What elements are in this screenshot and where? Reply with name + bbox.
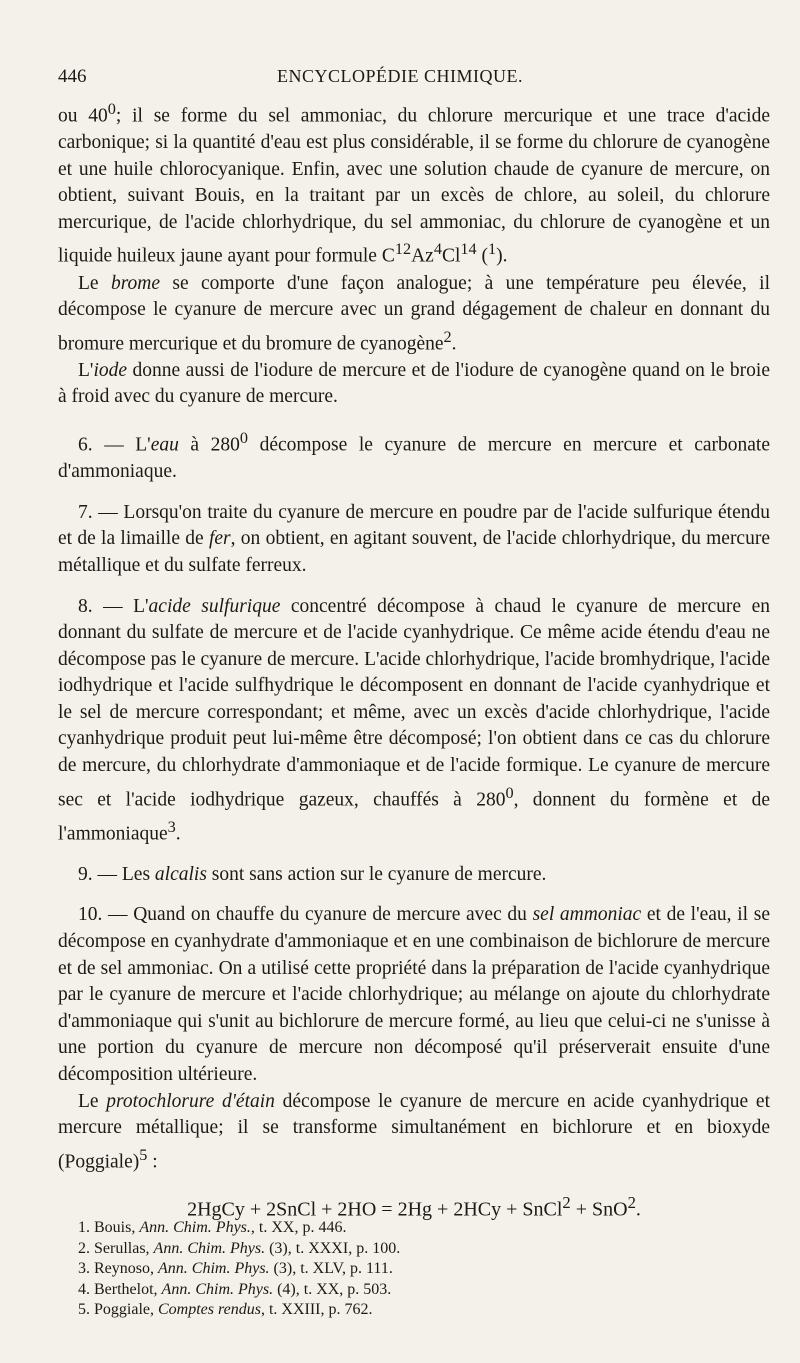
italic-text: sel ammoniac [532, 904, 642, 926]
text-run: et de l'eau, il se décompose en cyanhydrate d'ammoniaque et en une combinaison de bichlorure de mercure et de sel ammoniac. On a utilisé cette propriété dans la préparation de l'acide cyanhydrique par le cyanure de mercure et l'acide chlorhydrique; au mélange on ajoute du chlorhydrate d'ammoniaque qui s'unit au bichlorure de mercure formé, au lieu que celui-ci ne s'unisse à une portion du cyanure de mercure non décomposé qu'il préserverait ensuite d'une décomposition ultérieure. [58, 904, 770, 1085]
text-run: concentré décompose à chaud le cyanure de mercure en donnant du sulfate de mercure et de l'acide cyanhydrique. Ce même acide étendu d'eau ne décompose pas le cyanure de mercure. L'acide chlorhydrique, l'acide bromhydrique, l'acide iodhydrique et l'acide sulfhydrique le décomposent en donnant de l'acide cyanhydrique et le sel de mercure correspondant; et même, avec un excès d'acide chlorhydrique, l'acide cyanhydrique produit peut lui-même être décomposé; l'on obtient dans ce cas du chlorure de mercure, du chlorhydrate d'ammoniaque et de l'acide formique. Le cyanure de mercure sec et l'acide iodhydrique gazeux, chauffés à 280 [58, 595, 770, 811]
text-run: . [451, 333, 457, 355]
text-run: 3. Reynoso, [78, 1260, 158, 1277]
footnote [78, 1300, 778, 1321]
paragraph [58, 500, 770, 580]
superscript: 0 [239, 429, 249, 448]
footnote [78, 1280, 778, 1301]
text-run: ( [476, 245, 489, 267]
text-run: 10. — Quand on chauffe du cyanure de mercure avec du [78, 904, 533, 926]
italic-text: acide sulfurique [148, 595, 281, 617]
footnote [78, 1218, 778, 1239]
italic-text: alcalis [154, 863, 207, 885]
text-run: 7. — Lorsqu'on traite du cyanure de mercure en poudre par de l'acide sulfurique étendu et de la limaille de [58, 501, 770, 550]
page-header [0, 60, 800, 90]
text-run: 8. — L' [78, 595, 149, 617]
text-run: donne aussi de l'iodure de mercure et de l'iodure de cyanogène quand on le broie à froid avec du cyanure de mercure. [58, 359, 770, 408]
superscript: 0 [505, 783, 514, 802]
text-run: ou 40 [58, 105, 108, 127]
text-run: 2HgCy + 2SnCl + 2HO = 2Hg + 2HCy + SnCl [187, 1198, 563, 1221]
text-run: 1. Bouis, [78, 1219, 140, 1236]
superscript: 3 [167, 817, 176, 836]
text-run: décompose le cyanure de mercure en mercure et carbonate d'ammoniaque. [58, 434, 770, 483]
italic-text: Ann. Chim. Phys. [161, 1280, 274, 1298]
superscript: 0 [107, 100, 116, 118]
text-run: Le [78, 272, 111, 294]
superscript: 5 [139, 1145, 148, 1164]
text-run: L' [78, 359, 94, 381]
paragraph [58, 594, 770, 848]
superscript: 1 [488, 240, 497, 259]
footnotes [78, 1218, 778, 1321]
italic-text: eau [150, 434, 179, 456]
text-run: Az [411, 245, 434, 267]
text-run: 5. Poggiale, [78, 1301, 158, 1318]
text-run: , t. XX, p. 446. [250, 1219, 347, 1236]
text-run: (3), t. XLV, p. 111. [269, 1260, 393, 1277]
text-run: , t. XXIII, p. 762. [260, 1301, 373, 1318]
body-text [58, 96, 770, 1239]
superscript: 2 [562, 1192, 571, 1212]
text-run: 6. — L' [78, 434, 151, 456]
text-run: se comporte d'une façon analogue; à une température peu élevée, il décompose le cyanure de mercure avec un grand dégagement de chaleur en donnant du bromure mercurique et du bromure de cyanogène [58, 272, 770, 355]
paragraph [58, 96, 770, 271]
text-run: Le [78, 1090, 107, 1112]
text-run: sont sans action sur le cyanure de mercure. [206, 863, 547, 885]
superscript: 2 [443, 327, 452, 346]
superscript: 14 [460, 240, 477, 259]
paragraph [58, 1089, 770, 1176]
text-run: ; il se forme du sel ammoniac, du chlorure mercurique et une trace d'acide carbonique; si la quantité d'eau est plus considérable, il se forme du chlorure de cyanogène et une huile chlorocyanique. Enfin, avec une solution chaude de cyanure de mercure, on obtient, suivant Bouis, en la traitant par un excès de chlore, au soleil, du chlorure mercurique, de l'acide chlorhydrique, du sel ammoniac, du chlorure de cyanogène et un liquide huileux jaune ayant pour formule C [58, 105, 770, 267]
text-run: à 280 [178, 434, 240, 456]
text-run: (4), t. XX, p. 503. [273, 1280, 392, 1298]
superscript: 4 [433, 240, 442, 259]
text-run: + SnO [570, 1198, 628, 1221]
text-run: (3), t. XXXI, p. 100. [265, 1239, 401, 1257]
text-run: 2. Serullas, [78, 1239, 154, 1257]
superscript: 12 [394, 240, 412, 259]
text-run: 4. Berthelot, [78, 1280, 162, 1298]
italic-text: Ann. Chim. Phys. [158, 1260, 270, 1277]
italic-text: Ann. Chim. Phys. [139, 1219, 251, 1236]
text-run: . [175, 823, 181, 845]
italic-text: iode [93, 359, 128, 381]
running-title: ENCYCLOPÉDIE CHIMIQUE. [277, 66, 523, 86]
italic-text: protochlorure d'étain [106, 1090, 275, 1112]
paragraph [58, 358, 770, 411]
superscript: 2 [627, 1192, 636, 1212]
text-run: décompose le cyanure de mercure en acide cyanhydrique et mercure métallique; il se transforme simultanément en bichlorure et en bioxyde (Poggiale) [58, 1090, 770, 1173]
text-run: , on obtient, en agitant souvent, de l'acide chlorhydrique, du mercure métallique et du sulfate ferreux. [58, 528, 770, 576]
paragraph [58, 271, 770, 358]
page-number: 446 [58, 66, 87, 87]
paragraph [58, 425, 770, 486]
paragraph [58, 862, 770, 889]
text-run: , donnent du formène et de l'ammoniaque [58, 789, 770, 845]
paragraph [58, 902, 770, 1088]
footnote [78, 1259, 778, 1280]
text-run: 9. — Les [78, 863, 155, 885]
text-run: ). [496, 245, 508, 267]
footnote [78, 1239, 778, 1260]
text-run: Cl [441, 245, 461, 267]
text-run: . [635, 1198, 641, 1221]
italic-text: fer [208, 528, 231, 550]
italic-text: brome [110, 272, 161, 294]
italic-text: Comptes rendus [158, 1301, 261, 1318]
italic-text: Ann. Chim. Phys. [153, 1239, 266, 1257]
text-run: : [147, 1151, 158, 1173]
